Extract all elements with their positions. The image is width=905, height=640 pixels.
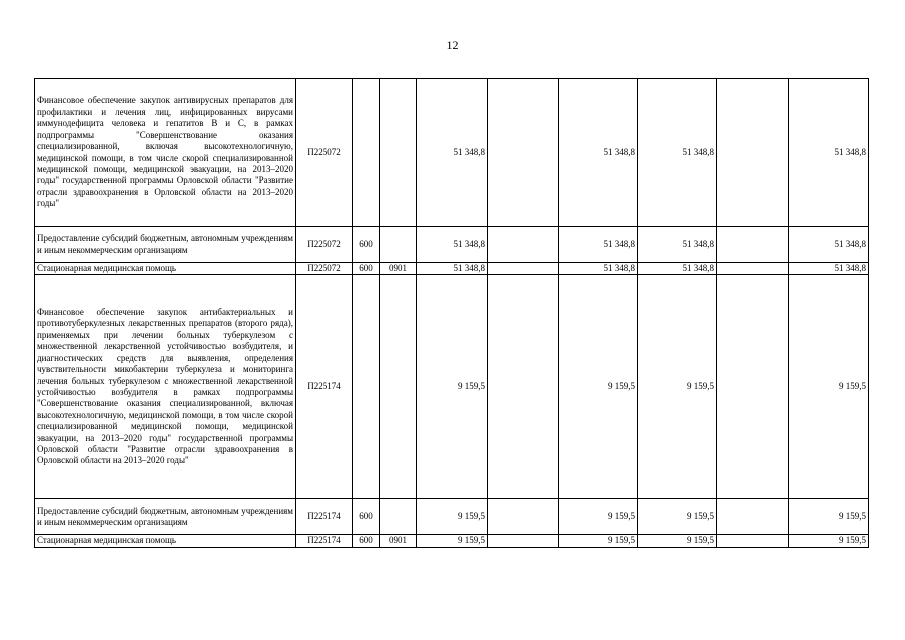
row-section-code: 0901 [380, 535, 417, 547]
table-row [35, 263, 869, 275]
row-value-2 [488, 275, 559, 499]
row-target-code: П225072 [296, 79, 353, 227]
row-value-5 [717, 79, 789, 227]
row-value-2 [488, 263, 559, 275]
row-value-1: 9 159,5 [417, 535, 488, 547]
row-name: Финансовое обеспечение закупок антивирусных препаратов для профилактики и лечения лиц, инфицированных вирусами иммунодефицита человека и гепатитов В и С, в рамках подпрограммы "Совершенствование оказания специализированной, включая высокотехнологичную, медицинской помощи, в том числе скорой специализированной медицинской помощи, медицинской эвакуации, на 2013–2020 годы" государственной программы Орловской области "Развитие отрасли здравоохранения в Орловской области на 2013–2020 годы" [35, 79, 296, 227]
row-value-4: 51 348,8 [638, 227, 717, 263]
row-value-3: 9 159,5 [559, 275, 638, 499]
row-value-3: 9 159,5 [559, 535, 638, 547]
row-section-code [380, 227, 417, 263]
row-value-1: 9 159,5 [417, 275, 488, 499]
row-expense-type [353, 79, 380, 227]
row-target-code: П225072 [296, 263, 353, 275]
row-target-code: П225174 [296, 499, 353, 535]
row-value-1: 51 348,8 [417, 227, 488, 263]
row-value-2 [488, 499, 559, 535]
row-section-code: 0901 [380, 263, 417, 275]
row-value-4: 51 348,8 [638, 263, 717, 275]
row-value-6: 51 348,8 [789, 263, 869, 275]
table-row [35, 227, 869, 263]
row-value-5 [717, 227, 789, 263]
budget-table [34, 78, 869, 548]
table-row [35, 275, 869, 499]
row-value-5 [717, 275, 789, 499]
row-value-4: 51 348,8 [638, 79, 717, 227]
row-value-5 [717, 535, 789, 547]
row-value-2 [488, 227, 559, 263]
row-target-code: П225072 [296, 227, 353, 263]
row-value-6: 9 159,5 [789, 499, 869, 535]
row-value-3: 51 348,8 [559, 263, 638, 275]
row-section-code [380, 275, 417, 499]
row-value-4: 9 159,5 [638, 499, 717, 535]
row-value-3: 51 348,8 [559, 227, 638, 263]
row-value-4: 9 159,5 [638, 535, 717, 547]
row-value-6: 9 159,5 [789, 275, 869, 499]
row-value-4: 9 159,5 [638, 275, 717, 499]
row-value-3: 51 348,8 [559, 79, 638, 227]
page-number: 12 [446, 38, 459, 52]
row-name: Предоставление субсидий бюджетным, автономным учреждениям и иным некоммерческим организациям [35, 227, 296, 263]
row-expense-type: 600 [353, 499, 380, 535]
row-value-6: 51 348,8 [789, 79, 869, 227]
row-section-code [380, 79, 417, 227]
row-value-5 [717, 263, 789, 275]
row-expense-type: 600 [353, 535, 380, 547]
table-row [35, 79, 869, 227]
row-value-1: 51 348,8 [417, 263, 488, 275]
row-name: Финансовое обеспечение закупок антибактериальных и противотуберкулезных лекарственных препаратов (второго ряда), применяемых при лечении больных туберкулезом с множественной лекарственной устойчивостью возбудителя, и диагностических средств для выявления, определения чувствительности микобактерии туберкулеза и мониторинга лечения больных туберкулезом с множественной лекарственной устойчивостью возбудителя в рамках подпрограммы "Совершенствование оказания специализированной, включая высокотехнологичную, медицинской помощи, в том числе скорой специализированной медицинской помощи, медицинской эвакуации, на 2013–2020 годы" государственной программы Орловской области "Развитие отрасли здравоохранения в Орловской области на 2013–2020 годы" [35, 275, 296, 499]
table-row [35, 535, 869, 547]
row-name: Предоставление субсидий бюджетным, автономным учреждениям и иным некоммерческим организациям [35, 499, 296, 535]
row-expense-type: 600 [353, 227, 380, 263]
row-target-code: П225174 [296, 535, 353, 547]
row-name: Стационарная медицинская помощь [35, 263, 296, 275]
row-value-6: 9 159,5 [789, 535, 869, 547]
row-value-1: 9 159,5 [417, 499, 488, 535]
row-value-2 [488, 535, 559, 547]
row-value-1: 51 348,8 [417, 79, 488, 227]
row-value-6: 51 348,8 [789, 227, 869, 263]
row-value-3: 9 159,5 [559, 499, 638, 535]
row-section-code [380, 499, 417, 535]
row-expense-type: 600 [353, 263, 380, 275]
row-expense-type [353, 275, 380, 499]
row-value-5 [717, 499, 789, 535]
row-name: Стационарная медицинская помощь [35, 535, 296, 547]
row-target-code: П225174 [296, 275, 353, 499]
table-row [35, 499, 869, 535]
row-value-2 [488, 79, 559, 227]
